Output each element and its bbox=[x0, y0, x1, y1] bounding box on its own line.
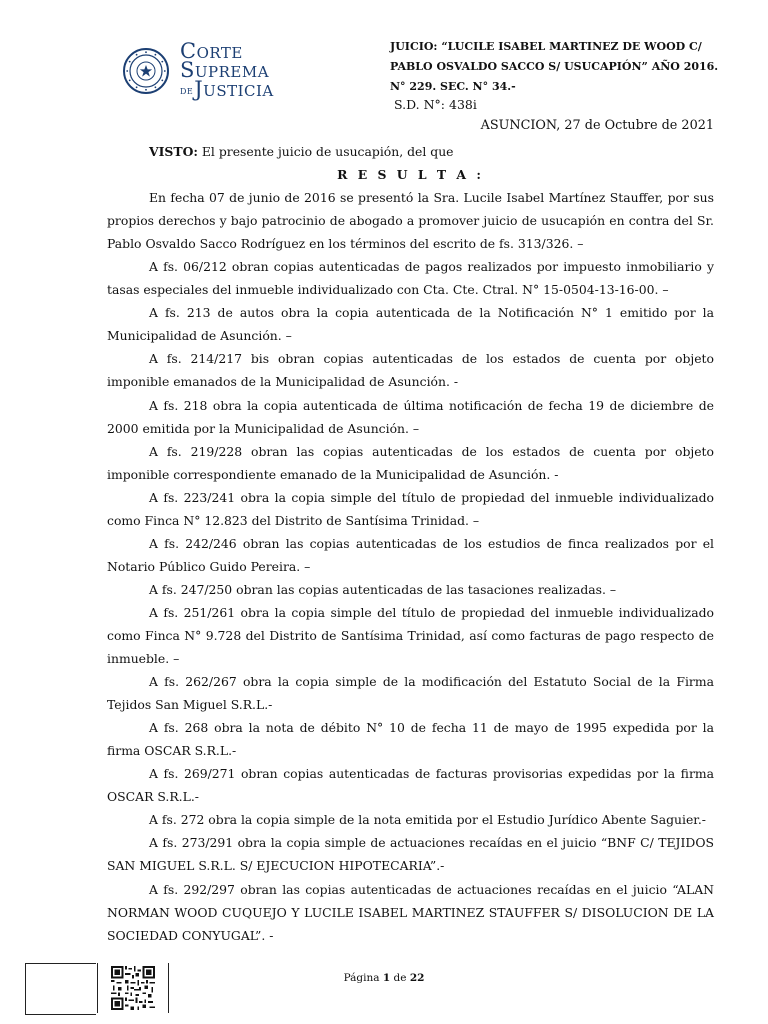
court-name-line-1: Corte bbox=[180, 39, 243, 63]
case-caption: JUICIO: “LUCILE ISABEL MARTINEZ DE WOOD C/ PABLO OSVALDO SACCO S/ USUCAPIÓN” AÑO 2016. N° 229. SEC. N° 34.- bbox=[390, 40, 719, 93]
city-date: ASUNCION, 27 de Octubre de 2021 bbox=[480, 118, 714, 133]
court-name-word: Justicia bbox=[194, 77, 274, 101]
paragraph-6: A fs. 219/228 obran las copias autenticadas de los estados de cuenta por objeto imponible correspondiente emanado de la Municipalidad de Asunción. - bbox=[107, 443, 714, 482]
paragraph-13: A fs. 269/271 obran copias autenticadas de facturas provisorias expedidas por la firma OSCAR S.R.L.- bbox=[107, 766, 714, 805]
paragraph-3: A fs. 213 de autos obra la copia autenticada de la Notificación N° 1 emitido por la Municipalidad de Asunción. – bbox=[107, 305, 714, 344]
sd-number: S.D. N°: 438i bbox=[394, 97, 477, 112]
page-number bbox=[0, 972, 768, 984]
paragraph-2: A fs. 06/212 obran copias autenticadas de pagos realizados por impuesto inmobiliario y tasas especiales del inmueble individualizado con Cta. Cte. Ctral. N° 15-0504-13-16-00. – bbox=[107, 259, 714, 298]
paragraph-10: A fs. 251/261 obra la copia simple del título de propiedad del inmueble individualizado como Finca N° 9.728 del Distrito de Santísima Trinidad, así como facturas de pago respecto de inmueble. – bbox=[107, 604, 714, 667]
paragraph-15: A fs. 273/291 obra la copia simple de actuaciones recaídas en el juicio “BNF C/ TEJIDOS SAN MIGUEL S.R.L. S/ EJECUCION HIPOTECARIA”.- bbox=[107, 835, 714, 874]
paragraph-9: A fs. 247/250 obran las copias autenticadas de las tasaciones realizadas. – bbox=[149, 581, 617, 597]
page-current: 1 bbox=[382, 972, 391, 984]
paragraph-1: En fecha 07 de junio de 2016 se presentó la Sra. Lucile Isabel Martínez Stauffer, por sus propios derechos y bajo patrocinio de abogado a promover juicio de usucapión en contra del Sr. Pablo Osvaldo Sacco Rodríguez en los términos del escrito de fs. 313/326. – bbox=[107, 190, 714, 252]
visto-paragraph bbox=[107, 140, 714, 163]
visto-text: El presente juicio de usucapión, del que bbox=[197, 144, 454, 159]
paragraph-14: A fs. 272 obra la copia simple de la nota emitida por el Estudio Jurídico Abente Saguier.- bbox=[149, 812, 706, 828]
paragraph-7: A fs. 223/241 obra la copia simple del título de propiedad del inmueble individualizado como Finca N° 12.823 del Distrito de Santísima Trinidad. – bbox=[107, 489, 714, 528]
paragraph-5: A fs. 218 obra la copia autenticada de última notificación de fecha 19 de diciembre de 2000 emitida por la Municipalidad de Asunción. – bbox=[107, 397, 714, 436]
resulta-heading: R E S U L T A : bbox=[337, 167, 484, 183]
visto-label: VISTO: bbox=[149, 144, 198, 159]
court-logo bbox=[118, 40, 318, 104]
court-name bbox=[180, 39, 274, 101]
court-name-line-3 bbox=[180, 77, 274, 101]
court-name-prefix: de bbox=[180, 84, 194, 97]
paragraph-16: A fs. 292/297 obran las copias autenticadas de actuaciones recaídas en el juicio “ALAN NORMAN WOOD CUQUEJO Y LUCILE ISABEL MARTINEZ STAUFFER S/ DISOLUCION DE LA SOCIEDAD CONYUGAL”. - bbox=[107, 881, 714, 943]
paragraph-11: A fs. 262/267 obra la copia simple de la modificación del Estatuto Social de la Firma Tejidos San Miguel S.R.L.- bbox=[107, 674, 714, 713]
paragraph-12: A fs. 268 obra la nota de débito N° 10 de fecha 11 de mayo de 1995 expedida por la firma OSCAR S.R.L.- bbox=[107, 720, 714, 759]
page-total: 22 bbox=[409, 972, 425, 984]
coat-of-arms-seal-icon bbox=[122, 47, 170, 95]
ruling-body bbox=[107, 140, 714, 947]
court-name-line-2: Suprema bbox=[180, 58, 270, 82]
signature-box-blank bbox=[25, 963, 96, 1015]
page-label: Página bbox=[343, 972, 380, 984]
paragraph-8: A fs. 242/246 obran las copias autenticadas de los estudios de finca realizados por el Notario Público Guido Pereira. – bbox=[107, 535, 714, 574]
paragraph-4: A fs. 214/217 bis obran copias autenticadas de los estados de cuenta por objeto imponible emanados de la Municipalidad de Asunción. - bbox=[107, 351, 714, 390]
page-of: de bbox=[393, 972, 407, 984]
signature-box bbox=[25, 963, 171, 1013]
